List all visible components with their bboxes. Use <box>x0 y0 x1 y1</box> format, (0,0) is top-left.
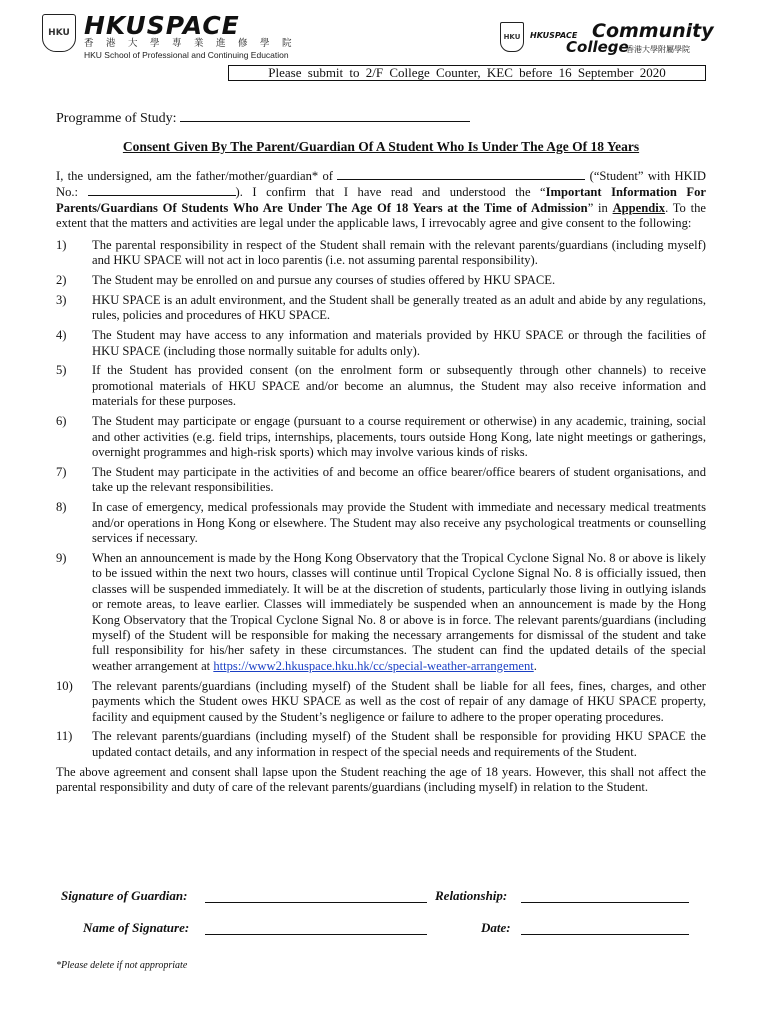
item-text: In case of emergency, medical professionals may provide the Student with immediate and necessary medical treatments and/or operations in Hong Kong or elsewhere. The Student may also receive any psychological treatments or counselling services if necessary. <box>92 500 706 546</box>
guardian-signature-label: Signature of Guardian: <box>61 888 188 903</box>
important-info-title: Important Information For Parents/Guardians Of Students Who Are Under The Age Of 18 Years at the Time of Admission <box>56 185 706 215</box>
hkuspace-logo <box>42 11 305 60</box>
programme-label: Programme of Study: <box>56 111 177 126</box>
consent-item <box>56 273 706 288</box>
consent-item <box>56 729 706 760</box>
date-label: Date: <box>481 920 511 935</box>
item-text: The relevant parents/guardians (including myself) of the Student shall be liable for all fees, fines, charges, and other payments which the Student owes HKU SPACE as well as the cost of repair of any damage of HKU SPACE property, facility and equipment caused by the Student’s negligence or failure to adhere to the proper operating procedures. <box>92 678 706 724</box>
consent-item <box>56 551 706 674</box>
item-text: HKU SPACE is an adult environment, and the Student shall be generally treated as an adult and abide by any regulations, rules, policies and procedures of HKU SPACE. <box>92 292 706 323</box>
consent-item <box>56 328 706 359</box>
cc-logo-community: Community <box>592 20 714 42</box>
student-name-field[interactable] <box>337 168 585 180</box>
item-number: 11) <box>56 729 73 744</box>
logo-english-name: HKU School of Professional and Continuing Education <box>84 50 289 60</box>
weather-arrangement-link[interactable]: https://www2.hkuspace.hku.hk/cc/special-weather-arrangement <box>213 658 534 673</box>
item-number: 7) <box>56 464 67 479</box>
intro-text-2: (“Student” with HKID No.: <box>56 169 707 200</box>
closing-paragraph: The above agreement and consent shall lapse upon the Student reaching the age of 18 years. However, this shall not affect the parental responsibility and duty of care of the relevant parents/guardians (including myself) in relation to the Student. <box>56 764 706 795</box>
cc-logo-chinese: 香港大學附屬學院 <box>626 45 690 54</box>
item-text: The Student may be enrolled on and pursue any courses of studies offered by HKU SPACE. <box>92 272 556 287</box>
consent-items <box>56 238 706 761</box>
intro-text-4: ” in <box>587 200 613 215</box>
item-number: 2) <box>56 272 67 287</box>
consent-item <box>56 500 706 546</box>
item-number: 5) <box>56 363 67 378</box>
consent-item <box>56 679 706 725</box>
item-text-end: . <box>533 658 537 673</box>
intro-text-1: I, the undersigned, am the father/mother/guardian* of <box>56 169 338 183</box>
page-header <box>0 0 770 64</box>
intro-text-3: ). I confirm that I have read and understood the “ <box>235 185 546 200</box>
community-college-logo <box>500 20 714 56</box>
university-crest-icon: HKU <box>42 14 76 52</box>
relationship-label: Relationship: <box>435 888 508 903</box>
item-number: 9) <box>56 550 67 565</box>
appendix-ref: Appendix <box>612 200 666 215</box>
consent-item <box>56 363 706 409</box>
programme-field[interactable] <box>180 109 470 122</box>
college-crest-icon: HKU <box>500 22 524 52</box>
submit-notice: Please submit to 2/F College Counter, KEC before 16 September 2020 <box>228 65 706 81</box>
logo-chinese-name: 香港大學專業進修學院 <box>84 38 305 49</box>
cc-logo-hkuspace: HKUSPACE <box>530 31 578 40</box>
item-text: The Student may participate in the activities of and become an office bearer/office bearers of student organisations, and take up the relevant responsibilities. <box>92 464 706 495</box>
document-title: Consent Given By The Parent/Guardian Of A Student Who Is Under The Age Of 18 Years <box>122 139 640 154</box>
cc-logo-college: College <box>566 38 629 56</box>
item-text: The relevant parents/guardians (including myself) of the Student shall be responsible for providing HKU SPACE the updated contact details, and any information in respect of the special needs and requirements of the Student. <box>92 729 706 759</box>
guardian-signature-field[interactable] <box>205 902 427 903</box>
footnote: *Please delete if not appropriate <box>56 960 188 971</box>
consent-item <box>56 465 706 496</box>
item-text: When an announcement is made by the Hong Kong Observatory that the Tropical Cyclone Signal No. 8 or above is likely to be issued within the next two hours, classes will continue until Tropical Cyclone Signal No. 8 is officially issued, then classes will be suspended immediately. It will be at the discretion of students, particularly those living in outlying islands or remote areas, to leave earlier. Classes will immediately be suspended when an announcement is made by the Hong Kong Observatory that the Tropical Cyclone Signal No. 8 or above is in force. The relevant parents/guardians (including myself) of the Student will be responsible for making the necessary arrangements for dismissal of the student and take full responsibility for his/her safety in these circumstances. The student can find the updated details of the special weather arrangement at <box>92 550 706 673</box>
item-text: If the Student has provided consent (on the enrolment form or subsequently through other channels) to receive promotional materials of HKU SPACE and/or become an alumnus, the Student may also receive information and materials for these purposes. <box>92 363 706 409</box>
item-text: The Student may have access to any information and materials provided by HKU SPACE or through the facilities of HKU SPACE (including those normally suitable for adults only). <box>92 328 706 358</box>
name-of-signature-field[interactable] <box>205 934 427 935</box>
hkid-field[interactable] <box>88 184 236 196</box>
consent-body <box>56 168 706 796</box>
item-number: 8) <box>56 500 67 515</box>
relationship-field[interactable] <box>521 902 689 903</box>
item-number: 6) <box>56 414 67 429</box>
name-of-signature-label: Name of Signature: <box>83 920 190 935</box>
item-number: 4) <box>56 328 67 343</box>
item-number: 10) <box>56 678 73 693</box>
consent-item <box>56 293 706 324</box>
item-text: The Student may participate or engage (pursuant to a course requirement or otherwise) in any academic, training, social and other activities (e.g. field trips, internships, placements, tours outside Hong Kong, late night meetings or gatherings, overnight programmes and high-risk sports) which may involve various kinds of risks. <box>92 414 706 459</box>
logo-wordmark: HKUSPACE <box>84 11 240 40</box>
item-text: The parental responsibility in respect of the Student shall remain with the relevant parents/guardians (including myself) and HKU SPACE will not act in loco parentis (i.e. not assuming parental responsibility). <box>92 237 706 268</box>
date-field[interactable] <box>521 934 689 935</box>
consent-item <box>56 238 706 269</box>
item-number: 3) <box>56 292 67 307</box>
intro-paragraph <box>56 168 706 232</box>
consent-item <box>56 414 706 460</box>
programme-of-study <box>56 109 470 127</box>
intro-text-5: . To the extent that the matters and activities are legal under the applicable laws, I irrevocably agree and give consent to the following: <box>56 200 706 231</box>
item-number: 1) <box>56 237 67 252</box>
